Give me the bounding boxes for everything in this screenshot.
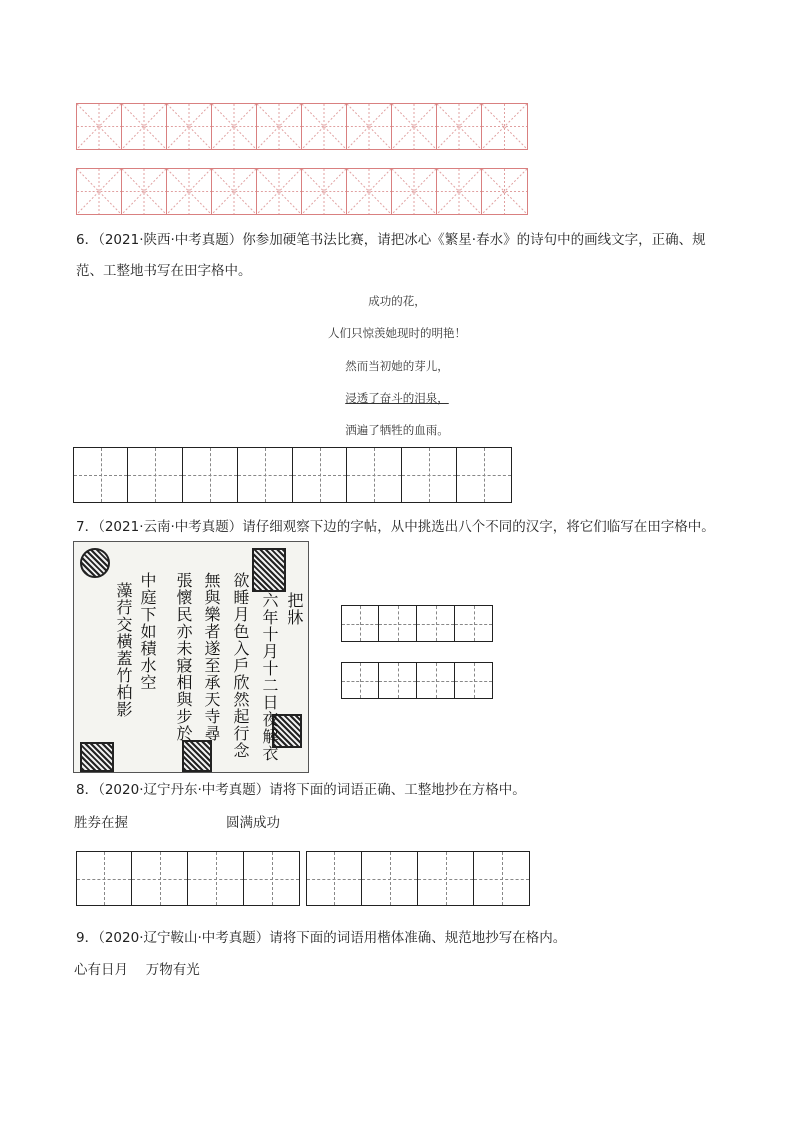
tian-cell[interactable] (379, 605, 417, 642)
tian-cell[interactable] (402, 447, 457, 503)
mizi-cell (302, 169, 347, 214)
mizi-cell (347, 169, 392, 214)
q6-prompt-line2: 范、工整地书写在田字格中。 (76, 263, 252, 279)
mizi-cell (482, 169, 527, 214)
q8-tian-grid-right (306, 851, 530, 906)
calli-col-3: 欲睡月色入戶欣然起行念 (231, 572, 250, 759)
mizi-cell (122, 169, 167, 214)
tian-cell[interactable] (455, 662, 493, 699)
q9-words: 心有日月 万物有光 (74, 962, 200, 978)
mizi-grid-row-2 (76, 168, 528, 215)
mizi-cell (392, 169, 437, 214)
tian-cell[interactable] (244, 851, 300, 906)
q6-source: （2021·陕西·中考真题） (98, 232, 243, 248)
q8-prompt-text: 请将下面的词语正确、工整地抄在方格中。 (269, 782, 526, 798)
seal-stamp-left (80, 548, 110, 578)
q6-prompt-text: 你参加硬笔书法比赛，请把冰心《繁星·春水》的诗句中的画线文字，正确、规 (242, 232, 706, 248)
tian-cell[interactable] (417, 662, 455, 699)
calligraphy-copybook-image (73, 541, 309, 773)
tian-cell[interactable] (292, 447, 347, 503)
q7-number: 7． (76, 519, 99, 535)
poem-line-1: 成功的花， (368, 294, 426, 308)
q7-source: （2021·云南·中考真题） (98, 519, 243, 535)
calli-col-6: 中庭下如積水空 (138, 572, 157, 691)
q8-tian-grid-left (76, 851, 300, 906)
q6-number: 6． (76, 232, 99, 248)
mizi-cell (347, 104, 392, 149)
tian-cell[interactable] (306, 851, 362, 906)
calli-col-2: 六年十月十二日夜解衣 (260, 592, 279, 762)
poem-line-3: 然而当初她的芽儿， (345, 359, 449, 373)
tian-cell[interactable] (474, 851, 530, 906)
q9-prompt (76, 928, 566, 948)
q7-prompt-text: 请仔细观察下边的字帖，从中挑选出八个不同的汉字，将它们临写在田字格中。 (242, 519, 715, 535)
mizi-cell (212, 104, 257, 149)
tian-cell[interactable] (379, 662, 417, 699)
q7-tian-grid-row-1 (341, 605, 493, 642)
seal-stamp-bottom-left (80, 742, 114, 772)
mizi-cell (437, 169, 482, 214)
mizi-cell (212, 169, 257, 214)
mizi-cell (482, 104, 527, 149)
mizi-cell (77, 104, 122, 149)
mizi-cell (122, 104, 167, 149)
tian-cell[interactable] (417, 605, 455, 642)
calli-col-4: 無與樂者遂至承天寺尋 (202, 572, 221, 742)
q8-number: 8． (76, 782, 99, 798)
q8-source: （2020·辽宁丹东·中考真题） (98, 782, 270, 798)
tian-cell[interactable] (132, 851, 188, 906)
poem-line-2: 人们只惊羡她现时的明艳！ (328, 326, 466, 340)
poem-underlined-text: 浸透了奋斗的泪泉， (345, 391, 449, 405)
tian-cell[interactable] (341, 605, 379, 642)
mizi-cell (302, 104, 347, 149)
q7-tian-grid-row-2 (341, 662, 493, 699)
tian-cell[interactable] (128, 447, 183, 503)
tian-cell[interactable] (362, 851, 418, 906)
q6-prompt-line1 (76, 230, 706, 250)
mizi-cell (257, 169, 302, 214)
poem-line-5: 洒遍了牺牲的血雨。 (345, 423, 449, 437)
mizi-grid-row-1 (76, 103, 528, 150)
q8-word-1: 胜券在握 (74, 815, 128, 831)
q9-prompt-text: 请将下面的词语用楷体准确、规范地抄写在格内。 (269, 930, 567, 946)
mizi-cell (167, 169, 212, 214)
tian-cell[interactable] (455, 605, 493, 642)
poem-line-4-underlined (0, 390, 794, 406)
q9-number: 9． (76, 930, 99, 946)
tian-cell[interactable] (76, 851, 132, 906)
tian-cell[interactable] (457, 447, 512, 503)
q8-prompt (76, 780, 526, 800)
mizi-cell (257, 104, 302, 149)
mizi-cell (392, 104, 437, 149)
tian-cell[interactable] (188, 851, 244, 906)
mizi-cell (437, 104, 482, 149)
calli-col-1: 把牀 (285, 592, 304, 626)
seal-stamp-bottom-mid (182, 740, 212, 772)
tian-cell[interactable] (347, 447, 402, 503)
mizi-cell (77, 169, 122, 214)
q8-word-2: 圆满成功 (226, 815, 280, 831)
q7-prompt (76, 517, 715, 537)
mizi-cell (167, 104, 212, 149)
tian-cell[interactable] (183, 447, 238, 503)
tian-cell[interactable] (418, 851, 474, 906)
q6-tian-grid-left (73, 447, 293, 503)
q9-source: （2020·辽宁鞍山·中考真题） (98, 930, 270, 946)
calli-col-5: 張懷民亦未寢相與步於 (174, 572, 193, 742)
tian-cell[interactable] (341, 662, 379, 699)
tian-cell[interactable] (73, 447, 128, 503)
q6-tian-grid-right (292, 447, 512, 503)
calli-col-7: 藻荇交橫蓋竹柏影 (114, 582, 133, 718)
seal-stamp-top-right (252, 548, 286, 592)
tian-cell[interactable] (238, 447, 293, 503)
